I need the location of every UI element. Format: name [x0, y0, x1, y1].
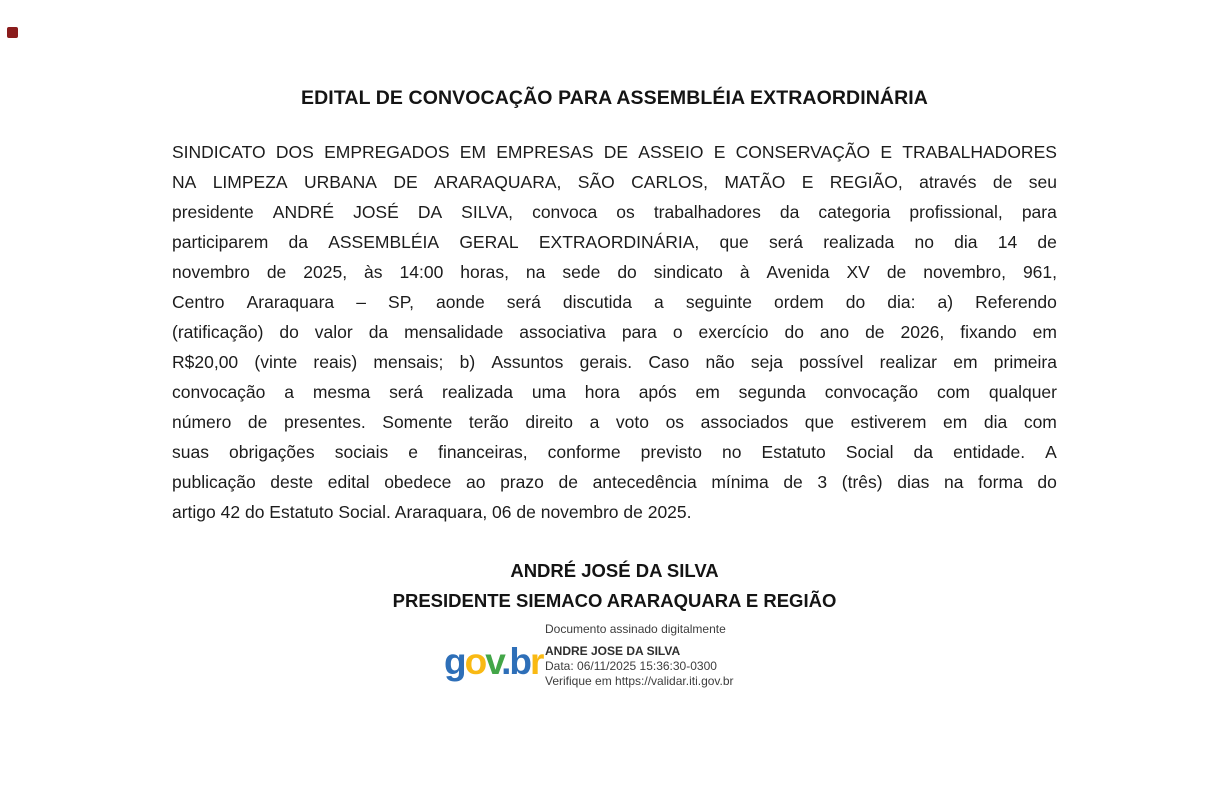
stamp-signer-name: ANDRE JOSE DA SILVA [545, 644, 681, 658]
logo-letter: . [501, 641, 510, 682]
body-line: publicação deste edital obedece ao prazo de antecedência mínima de 3 (três) dias na forma do [172, 472, 1057, 492]
body-line: SINDICATO DOS EMPREGADOS EM EMPRESAS DE ASSEIO E CONSERVAÇÃO E TRABALHADORES [172, 142, 1057, 162]
body-line: Centro Araraquara – SP, aonde será discutida a seguinte ordem do dia: a) Referendo [172, 292, 1057, 312]
body-line: NA LIMPEZA URBANA DE ARARAQUARA, SÃO CARLOS, MATÃO E REGIÃO, através de seu [172, 172, 1057, 192]
body-line: R$20,00 (vinte reais) mensais; b) Assuntos gerais. Caso não seja possível realizar em primeira [172, 352, 1057, 372]
stamp-verify-url: Verifique em https://validar.iti.gov.br [545, 674, 734, 688]
logo-letter: g [444, 641, 465, 682]
logo-letter: o [464, 641, 486, 682]
body-line: número de presentes. Somente terão direito a voto os associados que estiverem em dia com [172, 412, 1057, 432]
stamp-header: Documento assinado digitalmente [545, 622, 726, 636]
signature-block [172, 556, 1057, 616]
body-line: suas obrigações sociais e financeiras, conforme previsto no Estatuto Social da entidade. A [172, 442, 1057, 462]
signer-role: PRESIDENTE SIEMACO ARARAQUARA E REGIÃO [392, 590, 837, 611]
govbr-logo-icon [444, 640, 542, 684]
logo-letter: r [529, 641, 543, 682]
body-line: participarem da ASSEMBLÉIA GERAL EXTRAORDINÁRIA, que será realizada no dia 14 de [172, 232, 1057, 252]
logo-letter: b [509, 641, 530, 682]
document-body [172, 137, 1057, 527]
body-line-last: artigo 42 do Estatuto Social. Araraquara, 06 de novembro de 2025. [172, 502, 692, 522]
body-line: (ratificação) do valor da mensalidade associativa para o exercício do ano de 2026, fixando em [172, 322, 1057, 342]
signer-name: ANDRÉ JOSÉ DA SILVA [510, 560, 719, 581]
body-line: novembro de 2025, às 14:00 horas, na sede do sindicato à Avenida XV de novembro, 961, [172, 262, 1057, 282]
body-line: convocação a mesma será realizada uma hora após em segunda convocação com qualquer [172, 382, 1057, 402]
body-line: presidente ANDRÉ JOSÉ DA SILVA, convoca os trabalhadores da categoria profissional, para [172, 202, 1057, 222]
document-title: EDITAL DE CONVOCAÇÃO PARA ASSEMBLÉIA EXTRAORDINÁRIA [301, 87, 928, 109]
logo-letter: v [485, 641, 502, 682]
stamp-text [545, 622, 775, 689]
red-annotation-marker [7, 27, 18, 38]
stamp-date: Data: 06/11/2025 15:36:30-0300 [545, 659, 717, 673]
